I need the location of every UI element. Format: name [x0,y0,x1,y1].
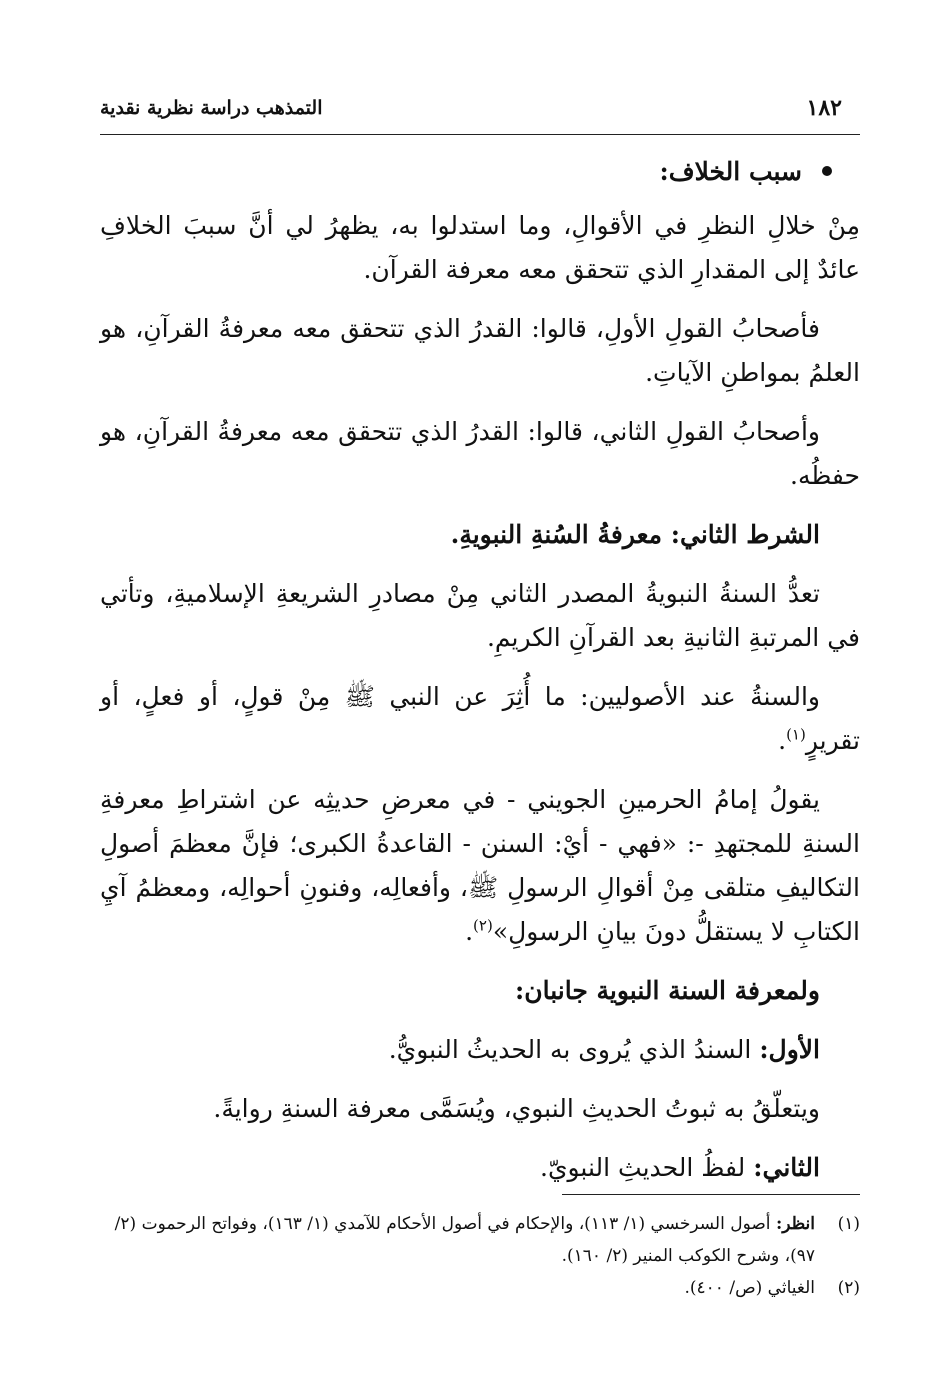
footnotes [100,1208,860,1304]
footnote-2 [100,1272,860,1304]
footnote-text: الغياثي (ص/ ٤٠٠). [684,1278,815,1298]
footnote-number: (٢) [837,1278,860,1298]
heading-text: سبب الخلاف: [659,157,802,186]
running-title: التمذهب دراسة نظرية نقدية [100,97,323,119]
second-aspect-label: الثاني: [753,1153,820,1182]
first-aspect-label: الأول: [759,1035,820,1064]
paragraph-juwayni-quote [100,778,860,954]
paragraph-cause: مِنْ خلالِ النظرِ في الأقوالِ، وما استدلوا به، يظهرُ لي أنَّ سببَ الخلافِ عائدٌ إلى المقدارِ الذي تتحقق معه معرفة القرآن. [100,211,860,284]
section-heading-aspects: ولمعرفة السنة النبوية جانبان: [515,976,820,1005]
paragraph-sunnah-source: تعدُّ السنةُ النبويةُ المصدر الثاني مِنْ مصادرِ الشريعةِ الإسلاميةِ، وتأتي في المرتبةِ الثانيةِ بعد القرآنِ الكريمِ. [100,579,860,652]
footnote-1 [100,1208,860,1272]
bullet-icon [822,166,832,176]
paragraph-first-opinion: فأصحابُ القولِ الأولِ، قالوا: القدرُ الذي تتحقق معه معرفةُ القرآنِ، هو العلمُ بمواطنِ الآياتِ. [100,314,860,387]
footnote-rule [562,1194,860,1195]
footnote-text: أصول السرخسي (١/ ١١٣)، والإحكام في أصول الأحكام للآمدي (١/ ١٦٣)، وفواتح الرحموت (٢/ ٩٧)، وشرح الكوكب المنير (٢/ ١٦٠). [114,1214,815,1266]
page-header [100,95,870,125]
first-aspect-text: السندُ الذي يُروى به الحديثُ النبويُّ. [388,1035,760,1064]
section-heading-cause [100,150,860,194]
paragraph-second-aspect [100,1146,860,1190]
header-rule [100,134,860,135]
paragraph-first-aspect [100,1028,860,1072]
main-text [100,150,860,1205]
footnote-label: انظر: [775,1214,815,1234]
footnote-ref-2: (٢) [473,916,493,935]
section-heading-second-condition: الشرط الثاني: معرفةُ السُنةِ النبويةِ. [450,520,820,549]
period: . [778,726,787,755]
footnote-ref-1: (١) [786,725,806,744]
juwayni-quote-text: يقولُ إمامُ الحرمينِ الجويني - في معرضِ حديثِه عن اشتراطِ معرفةِ السنةِ للمجتهدِ -: «فهي - أيْ: السنن - القاعدةُ الكبرى؛ فإنَّ معظمَ أصولِ التكاليفِ متلقى مِنْ أقوالِ الرسولِ ﷺ، وأفعالِه، وفنونِ أحوالِه، ومعظمُ آيِ الكتابِ لا يستقلُّ دونَ بيانِ الرسولِ» [100,785,860,946]
footnote-number: (١) [837,1214,860,1234]
paragraph-second-opinion: وأصحابُ القولِ الثاني، قالوا: القدرُ الذي تتحقق معه معرفةُ القرآنِ، هو حفظُه. [100,417,860,490]
page-number: ١٨٢ [806,95,842,121]
paragraph-riwaya: ويتعلّقُ به ثبوتُ الحديثِ النبوي، ويُسَمَّى معرفة السنةِ روايةً. [213,1094,820,1123]
period: . [465,917,474,946]
sunnah-definition-text: والسنةُ عند الأصوليين: ما أُثِرَ عن النبي ﷺ مِنْ قولٍ، أو فعلٍ، أو تقريرٍ [100,682,860,755]
paragraph-sunnah-definition [100,675,860,763]
second-aspect-text: لفظُ الحديثِ النبويّ. [540,1153,754,1182]
